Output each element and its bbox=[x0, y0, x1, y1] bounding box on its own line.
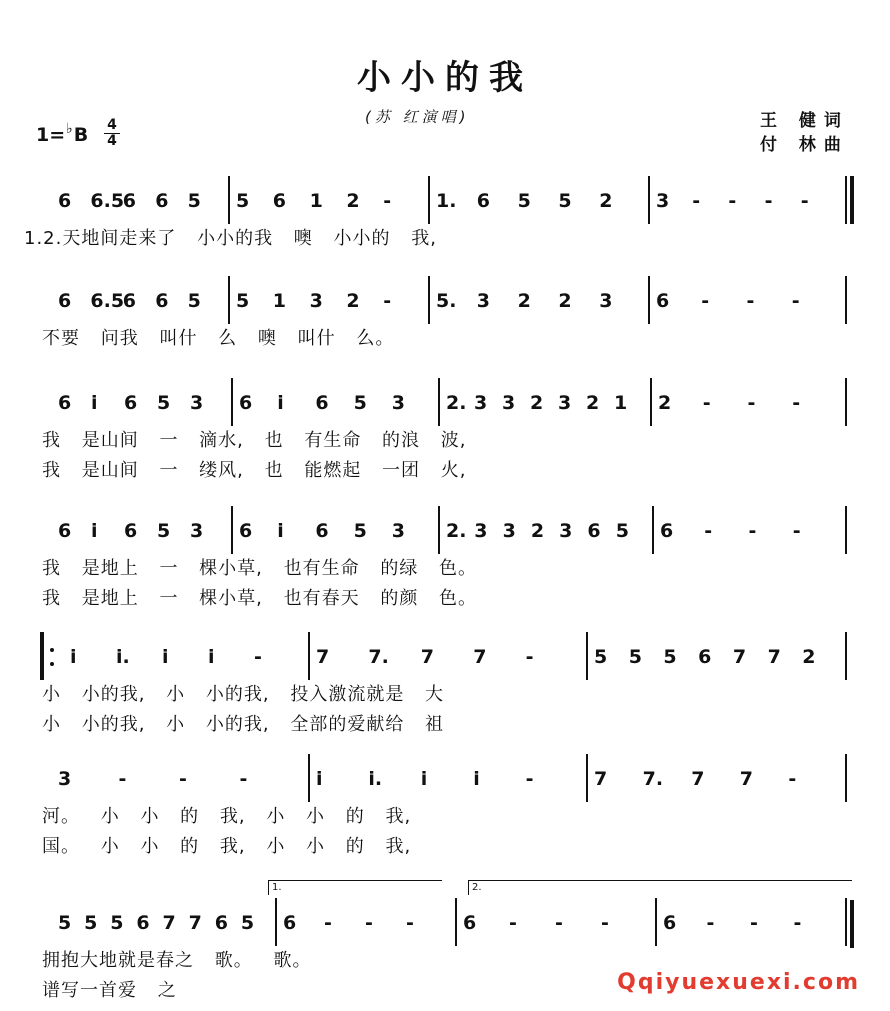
barline bbox=[275, 898, 277, 946]
lyric-line: 小 小的我, 小 小的我, 投入激流就是 大 bbox=[42, 684, 445, 705]
watermark bbox=[617, 970, 860, 995]
note: 2. bbox=[446, 392, 467, 414]
barline bbox=[438, 506, 440, 554]
note: 7 bbox=[188, 912, 202, 934]
key-note: B bbox=[73, 124, 89, 146]
barline bbox=[428, 176, 430, 224]
note: 6 bbox=[663, 912, 677, 934]
watermark-text: qiyuexuexi.com bbox=[637, 970, 860, 995]
note: 6 bbox=[283, 912, 297, 934]
note: - bbox=[747, 392, 756, 414]
key-prefix: 1= bbox=[36, 124, 66, 146]
barline bbox=[228, 276, 230, 324]
note: 3 bbox=[474, 392, 488, 414]
note: 3 bbox=[190, 520, 204, 542]
note: 3 bbox=[656, 190, 670, 212]
lyric-line: 1.2.天地间走来了 小小的我 噢 小小的 我, bbox=[24, 228, 437, 249]
note: 2 bbox=[517, 290, 531, 312]
note: 6.5 bbox=[90, 290, 125, 312]
note: 7 bbox=[420, 646, 435, 668]
note: 1. bbox=[436, 190, 457, 212]
barline bbox=[455, 898, 457, 946]
barline bbox=[845, 378, 847, 426]
note: i bbox=[316, 768, 323, 790]
note: 5 bbox=[663, 646, 677, 668]
note: 2. bbox=[446, 520, 467, 542]
note: 1 bbox=[309, 190, 323, 212]
note: i bbox=[420, 768, 428, 790]
time-sig-top: 4 bbox=[107, 117, 117, 133]
final-barline bbox=[850, 176, 854, 224]
note: 5 bbox=[157, 392, 171, 414]
note: 6.5 bbox=[90, 190, 125, 212]
note: 3 bbox=[502, 520, 516, 542]
note: 7 bbox=[732, 646, 747, 668]
note: 2 bbox=[599, 190, 613, 212]
barline bbox=[845, 754, 847, 802]
note: 6 bbox=[239, 392, 253, 414]
note: - bbox=[750, 912, 758, 934]
note: 7 bbox=[162, 912, 176, 934]
note: 5 bbox=[240, 912, 255, 934]
barline bbox=[231, 506, 233, 554]
note: 7 bbox=[594, 768, 608, 790]
note: - bbox=[728, 190, 737, 212]
note: 5 bbox=[110, 912, 124, 934]
volta-bracket: 2. bbox=[468, 880, 852, 895]
note: - bbox=[601, 912, 609, 934]
note: 3 bbox=[476, 290, 491, 312]
barline bbox=[308, 754, 310, 802]
note: 2 bbox=[346, 190, 360, 212]
note: - bbox=[764, 190, 773, 212]
barline bbox=[586, 754, 588, 802]
lyric-line: 谱写一首爱 之 bbox=[42, 980, 177, 1001]
lyric-line: 我 是地上 一 棵小草, 也有生命 的绿 色。 bbox=[42, 558, 478, 579]
lyric-line: 我 是山间 一 缕风, 也 能燃起 一团 火, bbox=[42, 460, 467, 481]
note: i. bbox=[116, 646, 130, 668]
note: i bbox=[277, 520, 284, 542]
note: 3 bbox=[190, 392, 204, 414]
note: - bbox=[179, 768, 187, 790]
note: 6 bbox=[587, 520, 601, 542]
note: 6 bbox=[122, 190, 137, 212]
barline bbox=[586, 632, 588, 680]
note: 7 bbox=[691, 768, 705, 790]
note: 6 bbox=[698, 646, 712, 668]
note: 2 bbox=[346, 290, 360, 312]
note: 6 bbox=[155, 290, 169, 312]
singer-credit: (苏 红演唱) bbox=[365, 108, 470, 126]
song-title: 小小的我 bbox=[357, 58, 533, 98]
note: 2 bbox=[802, 646, 816, 668]
note: 5 bbox=[628, 646, 642, 668]
barline bbox=[648, 276, 650, 324]
note: 5 bbox=[58, 912, 72, 934]
note: - bbox=[793, 912, 802, 934]
repeat-start-barline bbox=[40, 632, 44, 680]
volta-bracket: 1. bbox=[268, 880, 442, 895]
note: 6 bbox=[155, 190, 169, 212]
note: 6 bbox=[315, 520, 329, 542]
note: 3 bbox=[502, 392, 516, 414]
note: 3 bbox=[391, 392, 406, 414]
composer-credit: 付 林曲 bbox=[760, 135, 849, 155]
note: - bbox=[509, 912, 517, 934]
note: 6 bbox=[124, 392, 138, 414]
note: 6 bbox=[272, 190, 287, 212]
note: 7. bbox=[368, 646, 389, 668]
note: 5 bbox=[353, 520, 367, 542]
barline bbox=[648, 176, 650, 224]
note: 2 bbox=[558, 290, 572, 312]
note: 3 bbox=[559, 520, 573, 542]
note: - bbox=[239, 768, 248, 790]
lyric-line: 我 是地上 一 棵小草, 也有春天 的颜 色。 bbox=[42, 588, 478, 609]
note: 7 bbox=[316, 646, 330, 668]
note: 5 bbox=[353, 392, 367, 414]
barline bbox=[231, 378, 233, 426]
note: 7 bbox=[739, 768, 754, 790]
barline bbox=[845, 632, 847, 680]
key-signature bbox=[36, 121, 89, 146]
barline bbox=[845, 898, 847, 946]
note: - bbox=[706, 912, 715, 934]
note: i bbox=[473, 768, 480, 790]
note: 5 bbox=[517, 190, 531, 212]
note: - bbox=[692, 190, 701, 212]
note: 6 bbox=[58, 290, 72, 312]
note: 6 bbox=[122, 290, 137, 312]
note: 5 bbox=[615, 520, 629, 542]
note: i bbox=[91, 392, 98, 414]
note: 6 bbox=[239, 520, 253, 542]
note: 3 bbox=[391, 520, 406, 542]
note: - bbox=[702, 392, 711, 414]
note: 2 bbox=[530, 520, 545, 542]
barline bbox=[845, 176, 847, 224]
note: - bbox=[746, 290, 755, 312]
barline bbox=[652, 506, 654, 554]
watermark-logo-icon: Q bbox=[617, 970, 638, 995]
time-sig-bottom: 4 bbox=[107, 133, 117, 149]
note: 2 bbox=[586, 392, 600, 414]
note: 3 bbox=[558, 392, 572, 414]
note: 6 bbox=[214, 912, 228, 934]
lyric-line: 拥抱大地就是春之 歌。 歌。 bbox=[42, 950, 312, 971]
note: - bbox=[792, 392, 801, 414]
time-signature bbox=[104, 118, 120, 149]
barline bbox=[650, 378, 652, 426]
note: 5 bbox=[84, 912, 98, 934]
note: - bbox=[555, 912, 563, 934]
lyric-line: 不要 问我 叫什 么 噢 叫什 么。 bbox=[42, 328, 395, 349]
note: - bbox=[406, 912, 414, 934]
note: i bbox=[208, 646, 215, 668]
barline bbox=[428, 276, 430, 324]
note: 5 bbox=[187, 290, 201, 312]
note: 6 bbox=[124, 520, 138, 542]
note: - bbox=[525, 646, 534, 668]
note: - bbox=[525, 768, 534, 790]
lyric-line: 小 小的我, 小 小的我, 全部的爱献给 祖 bbox=[42, 714, 445, 735]
note: 5 bbox=[558, 190, 572, 212]
note: 1 bbox=[272, 290, 287, 312]
note: 5 bbox=[157, 520, 171, 542]
note: 5 bbox=[187, 190, 201, 212]
note: 7 bbox=[767, 646, 781, 668]
lyric-line: 国。 小 小 的 我, 小 小 的 我, bbox=[42, 836, 412, 857]
note: 6 bbox=[656, 290, 670, 312]
note: 7. bbox=[642, 768, 664, 790]
note: i bbox=[70, 646, 77, 668]
note: 6 bbox=[136, 912, 150, 934]
note: 6 bbox=[463, 912, 477, 934]
note: - bbox=[792, 520, 801, 542]
note: 3 bbox=[474, 520, 488, 542]
note: - bbox=[383, 190, 392, 212]
note: i bbox=[277, 392, 284, 414]
note: 3 bbox=[599, 290, 613, 312]
barline bbox=[655, 898, 657, 946]
note: 5. bbox=[436, 290, 457, 312]
note: i bbox=[162, 646, 169, 668]
note: - bbox=[800, 190, 809, 212]
note: 1 bbox=[614, 392, 628, 414]
barline bbox=[438, 378, 440, 426]
note: 6 bbox=[58, 520, 72, 542]
note: - bbox=[254, 646, 262, 668]
barline bbox=[228, 176, 230, 224]
flat-symbol: ♭ bbox=[66, 121, 73, 137]
note: 6 bbox=[315, 392, 329, 414]
barline bbox=[845, 506, 847, 554]
note: - bbox=[748, 520, 757, 542]
note: - bbox=[118, 768, 127, 790]
note: 5 bbox=[236, 290, 250, 312]
note: 6 bbox=[660, 520, 674, 542]
note: 5 bbox=[236, 190, 250, 212]
note: 2 bbox=[658, 392, 672, 414]
barline bbox=[308, 632, 310, 680]
note: - bbox=[788, 768, 797, 790]
note: 7 bbox=[473, 646, 487, 668]
repeat-dot bbox=[50, 648, 54, 652]
note: 3 bbox=[58, 768, 72, 790]
lyric-line: 河。 小 小 的 我, 小 小 的 我, bbox=[42, 806, 412, 827]
lyricist-credit: 王 健词 bbox=[760, 111, 849, 131]
note: 6 bbox=[58, 190, 72, 212]
note: 2 bbox=[530, 392, 544, 414]
note: - bbox=[791, 290, 800, 312]
lyric-line: 我 是山间 一 滴水, 也 有生命 的浪 波, bbox=[42, 430, 467, 451]
note: - bbox=[365, 912, 373, 934]
repeat-dot bbox=[50, 662, 54, 666]
barline bbox=[845, 276, 847, 324]
note: i. bbox=[368, 768, 383, 790]
note: 6 bbox=[58, 392, 72, 414]
note: i bbox=[91, 520, 98, 542]
final-barline bbox=[850, 900, 854, 948]
note: - bbox=[704, 520, 713, 542]
note: 3 bbox=[309, 290, 323, 312]
note: 6 bbox=[476, 190, 491, 212]
note: - bbox=[383, 290, 392, 312]
note: - bbox=[701, 290, 710, 312]
note: 5 bbox=[594, 646, 608, 668]
note: - bbox=[324, 912, 332, 934]
